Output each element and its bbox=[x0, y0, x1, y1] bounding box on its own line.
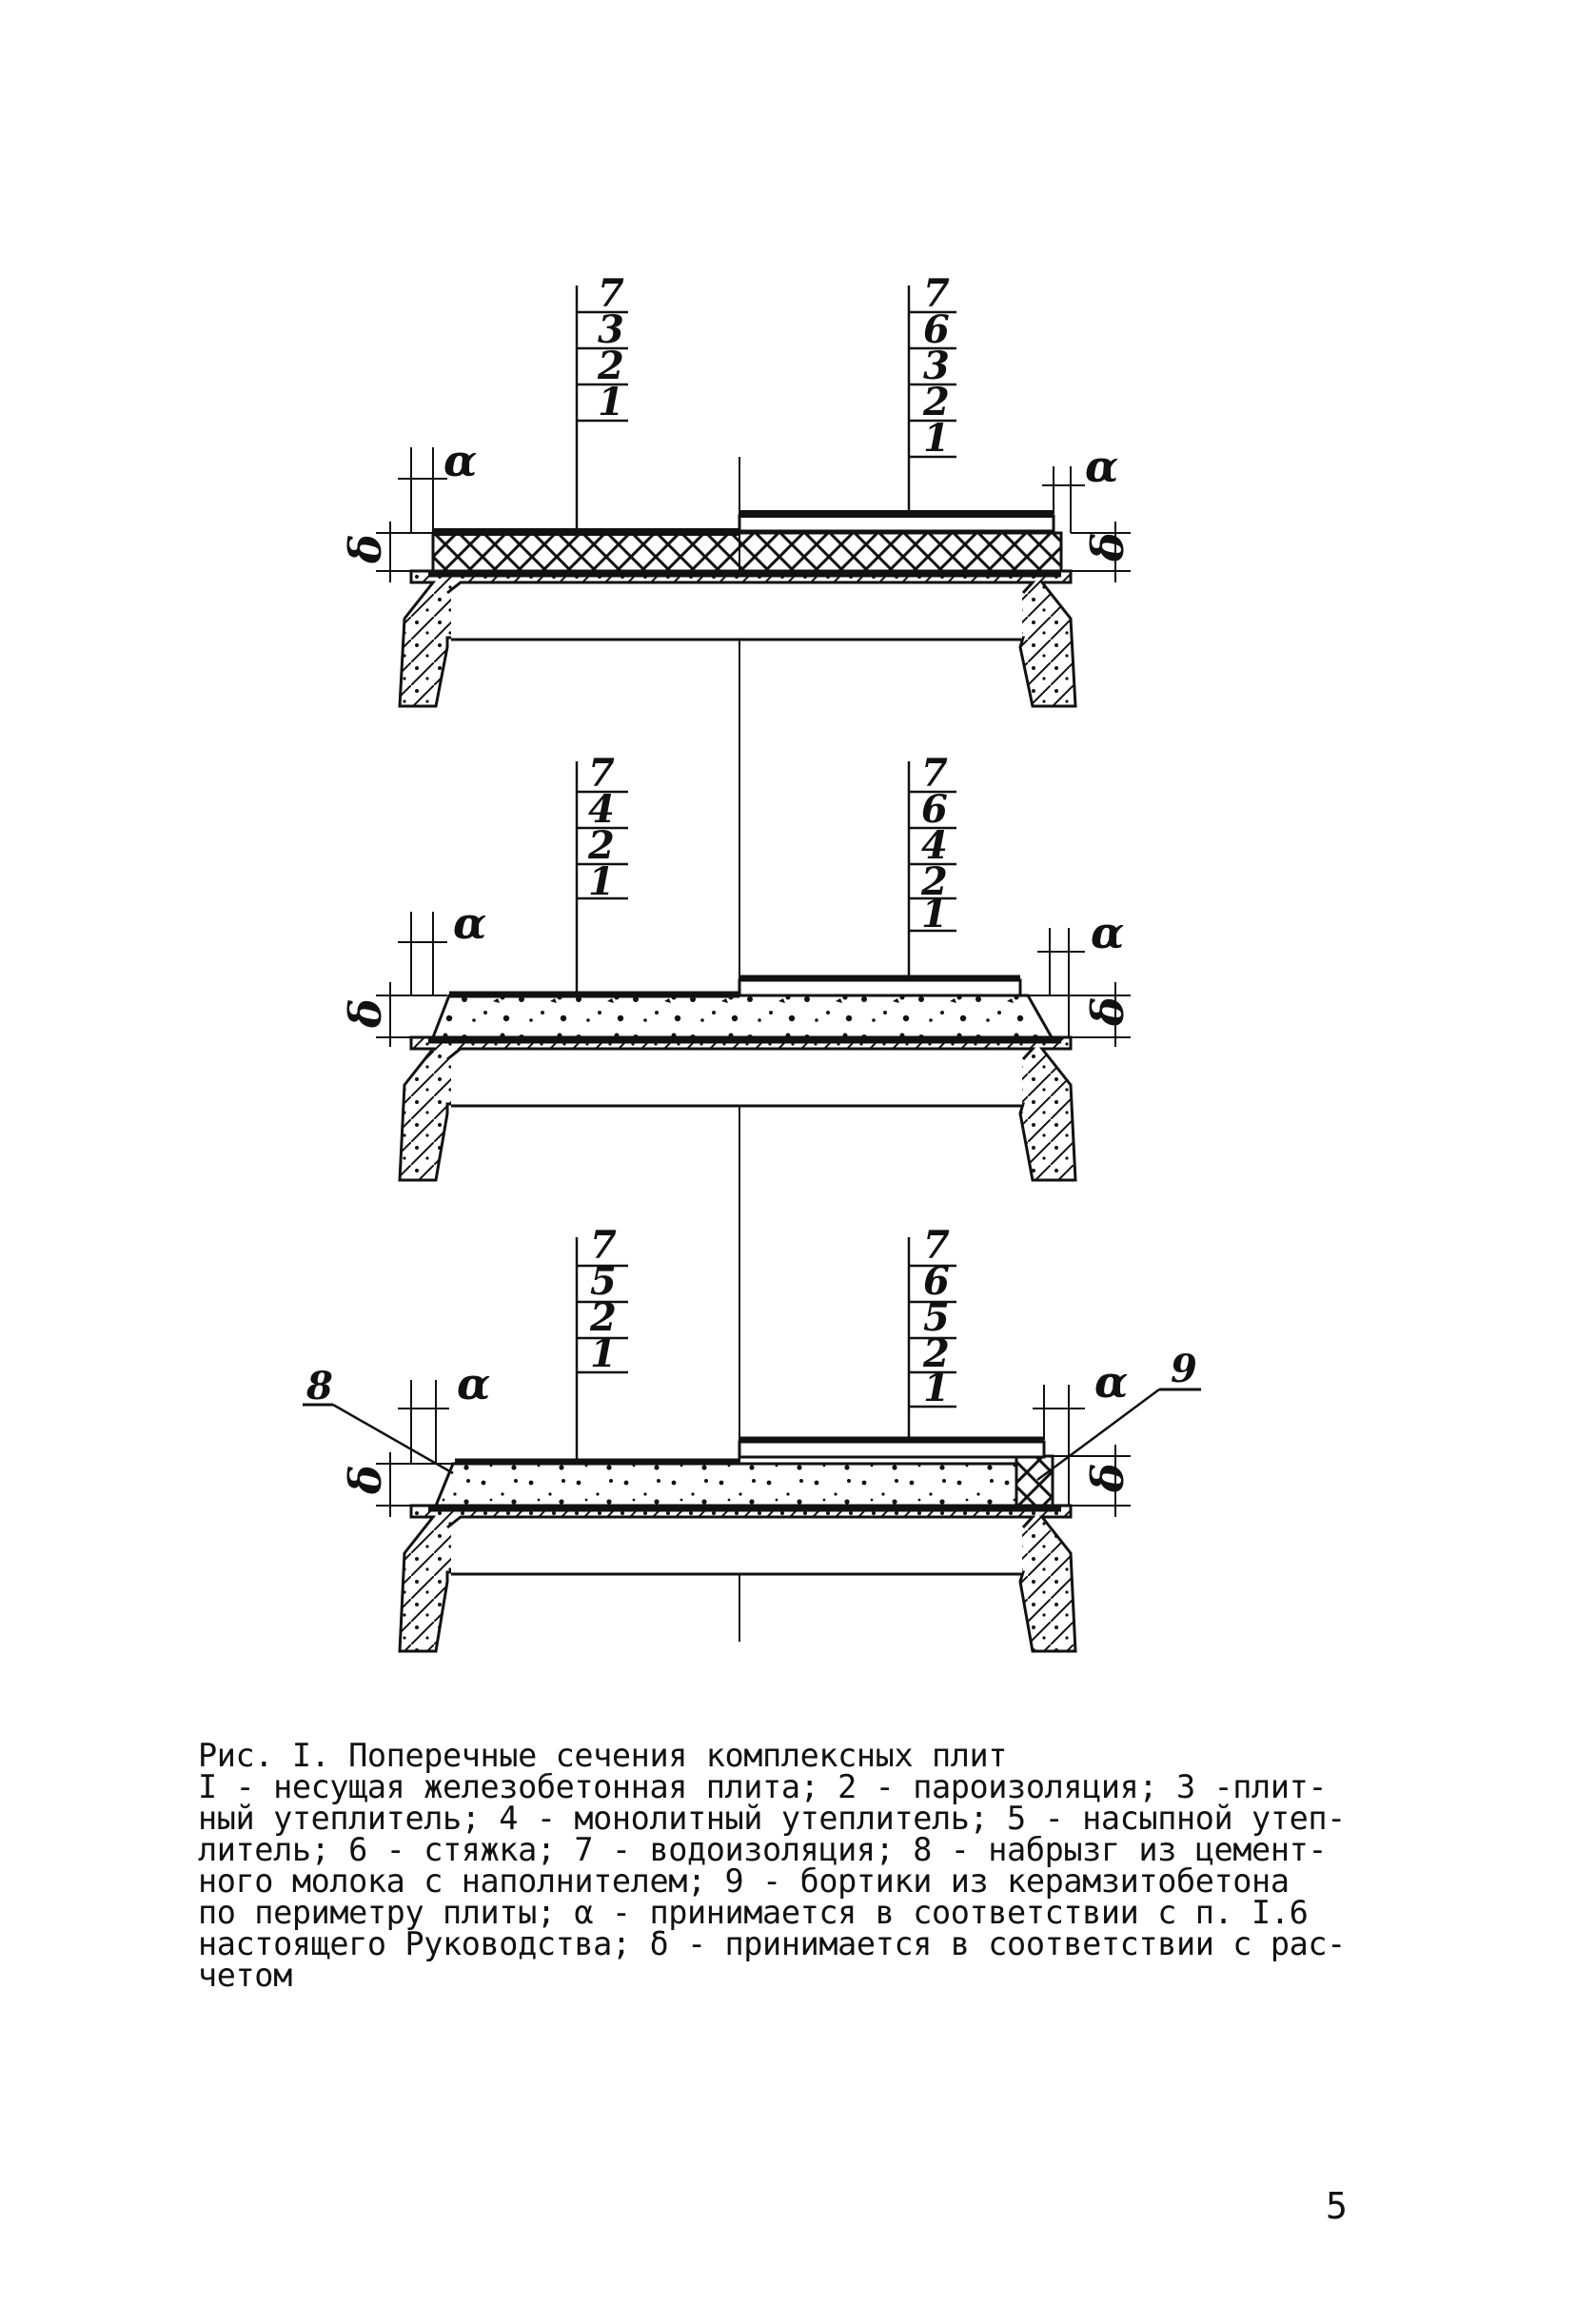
callout-label: 1 bbox=[590, 1331, 617, 1376]
alpha-symbol: α bbox=[443, 435, 478, 486]
section-1 bbox=[340, 271, 1133, 706]
alpha-symbol: α bbox=[453, 897, 487, 949]
callout-label: 7 bbox=[598, 271, 624, 316]
section-2 bbox=[340, 751, 1133, 1180]
callout-label: 1 bbox=[923, 1366, 950, 1410]
callout-label: 2 bbox=[590, 1295, 617, 1340]
callout-label: 6 bbox=[921, 787, 948, 832]
page-number: 5 bbox=[1326, 2185, 1348, 2227]
callout-label: 3 bbox=[923, 344, 950, 388]
callout-label: 1 bbox=[588, 859, 615, 904]
alpha-symbol: α bbox=[1085, 441, 1119, 492]
curb-element bbox=[1016, 1456, 1053, 1506]
callout-label: 2 bbox=[588, 823, 615, 868]
callout-label: 2 bbox=[923, 1331, 950, 1376]
delta-symbol: δ bbox=[1082, 1463, 1133, 1492]
delta-symbol: δ bbox=[340, 534, 391, 563]
alpha-symbol: α bbox=[1094, 1356, 1129, 1408]
screed-layer bbox=[739, 1442, 1044, 1457]
caption-line: по периметру плиты; α - принимается в соответствии с п. I.6 bbox=[198, 1894, 1309, 1931]
callout-label: 5 bbox=[590, 1259, 617, 1304]
delta-symbol: δ bbox=[340, 998, 391, 1028]
delta-symbol: δ bbox=[340, 1465, 391, 1494]
callout-label: 2 bbox=[923, 380, 950, 424]
label-9: 9 bbox=[1171, 1347, 1197, 1391]
figure-caption bbox=[198, 1737, 1388, 1994]
callout-label: 6 bbox=[923, 1259, 950, 1304]
caption-line: четом bbox=[198, 1957, 292, 1994]
delta-symbol: δ bbox=[1082, 532, 1133, 561]
screed-layer bbox=[739, 516, 1054, 531]
alpha-symbol: α bbox=[1091, 907, 1125, 958]
caption-line: I - несущая железобетонная плита; 2 - пароизоляция; 3 -плит- bbox=[198, 1768, 1328, 1805]
callout-label: 1 bbox=[921, 892, 948, 936]
section-3 bbox=[303, 1223, 1201, 1651]
callout-label: 7 bbox=[923, 1223, 950, 1268]
callout-label: 6 bbox=[923, 307, 950, 352]
callout-label: 3 bbox=[598, 307, 624, 352]
callout-label: 1 bbox=[598, 380, 624, 424]
screed-layer bbox=[739, 980, 1020, 995]
label-8: 8 bbox=[306, 1364, 333, 1409]
callout-label: 7 bbox=[590, 1223, 617, 1268]
caption-line: литель; 6 - стяжка; 7 - водоизоляция; 8 - набрызг из цемент- bbox=[198, 1831, 1328, 1868]
callout-label: 5 bbox=[923, 1295, 950, 1340]
callout-label: 2 bbox=[921, 859, 948, 904]
insulation-layer bbox=[433, 995, 1052, 1037]
caption-line: настоящего Руководства; δ - принимается в соответствии с рас- bbox=[198, 1925, 1346, 1962]
callout-label: 4 bbox=[588, 787, 615, 832]
callout-label: 4 bbox=[921, 823, 948, 868]
callout-label: 2 bbox=[598, 344, 624, 388]
insulation-layer bbox=[433, 533, 1061, 571]
caption-line: ного молока с наполнителем; 9 - бортики из керамзитобетона bbox=[198, 1862, 1290, 1900]
delta-symbol: δ bbox=[1082, 996, 1133, 1026]
alpha-symbol: α bbox=[457, 1358, 491, 1409]
caption-line: ный утеплитель; 4 - монолитный утеплитель; 5 - насыпной утеп- bbox=[198, 1800, 1346, 1837]
insulation-layer bbox=[436, 1464, 1016, 1506]
callout-label: 7 bbox=[921, 751, 948, 796]
callout-label: 1 bbox=[923, 416, 950, 461]
callout-label: 7 bbox=[588, 751, 615, 796]
callout-label: 7 bbox=[923, 271, 950, 316]
caption-title: Рис. I. Поперечные сечения комплексных плит bbox=[198, 1737, 1008, 1774]
